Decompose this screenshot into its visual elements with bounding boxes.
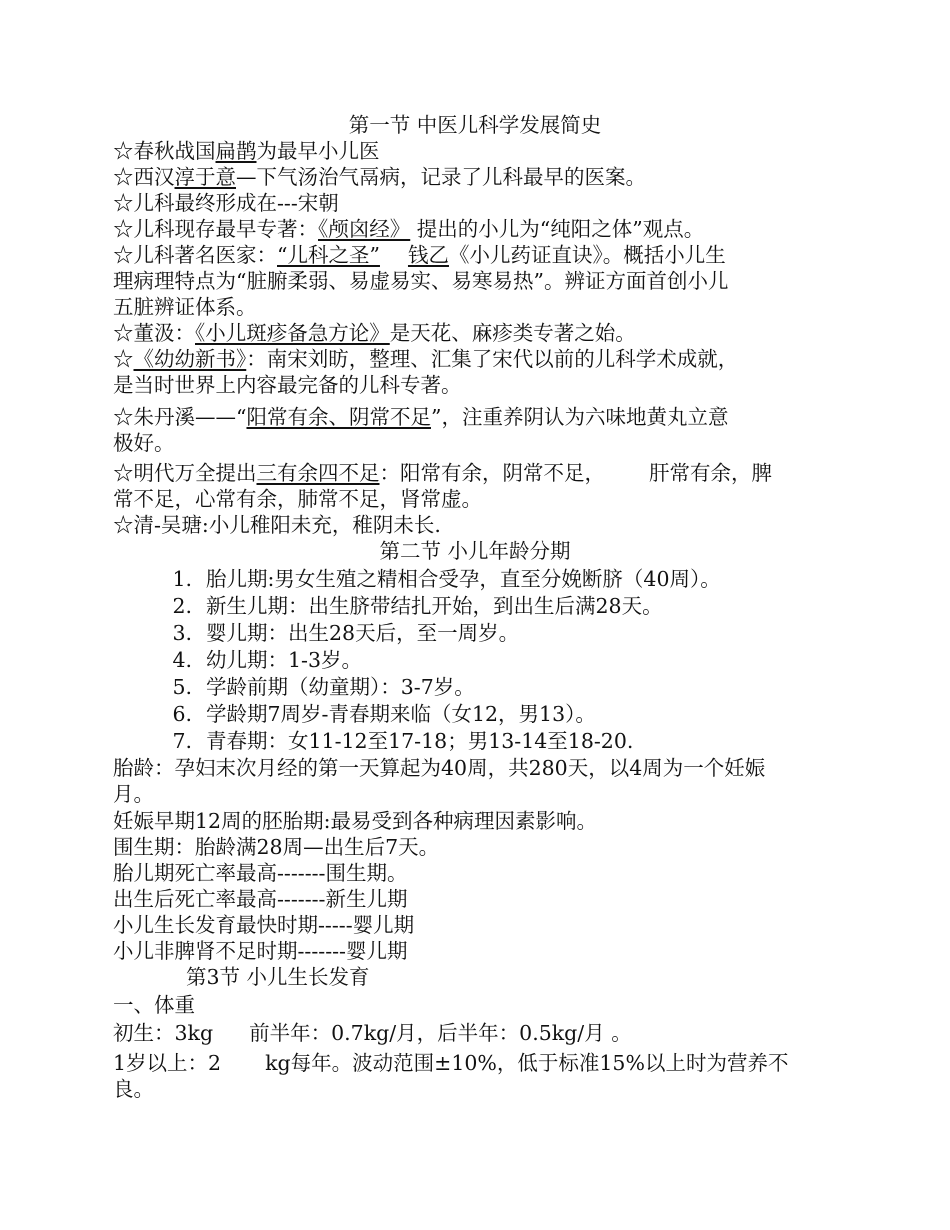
weight-heading: 一、体重 bbox=[113, 993, 195, 1017]
age-period-item: 2. 新生儿期：出生脐带结扎开始，到出生后满28天。 bbox=[172, 594, 663, 618]
history-line-qianyi-cont: 理病理特点为“脏腑柔弱、易虚易实、易寒易热”。辨证方面首创小儿 bbox=[113, 269, 729, 293]
weight-line-after-one: 1岁以上：2 kg每年。波动范围±10%，低于标准15%以上时为营养不 bbox=[113, 1051, 789, 1075]
underlined-term: 《小儿斑疹备急方论》 bbox=[195, 321, 390, 345]
age-period-item: 6. 学龄期7周岁-青春期来临（女12，男13）。 bbox=[172, 702, 596, 726]
history-line-chunyuyi: ☆西汉淳于意—下气汤治气鬲病，记录了儿科最早的医案。 bbox=[113, 165, 646, 189]
history-line-dongji: ☆董汲：《小儿斑疹备急方论》是天花、麻疹类专著之始。 bbox=[113, 321, 636, 345]
history-line-youyouxinshu: ☆《幼幼新书》：南宋刘昉，整理、汇集了宋代以前的儿科学术成就， bbox=[113, 347, 739, 371]
history-line-luxinjing: ☆儿科现存最早专著：《颅囟经》 提出的小儿为“纯阳之体”观点。 bbox=[113, 217, 705, 241]
age-period-item: 5. 学龄前期（幼童期）：3-7岁。 bbox=[172, 675, 475, 699]
underlined-term: 淳于意 bbox=[174, 165, 236, 189]
gestation-line: 胎龄：孕妇末次月经的第一天算起为40周，共280天，以4周为一个妊娠 bbox=[113, 756, 766, 780]
fact-line: 小儿非脾肾不足时期-------婴儿期 bbox=[113, 939, 408, 963]
section1-title: 第一节 中医儿科学发展简史 bbox=[348, 113, 602, 137]
underlined-term: 《幼幼新书》 bbox=[133, 347, 247, 371]
underlined-term: “儿科之圣” bbox=[277, 243, 380, 267]
age-period-item: 4. 幼儿期：1-3岁。 bbox=[172, 648, 363, 672]
underlined-term: 三有余四不足 bbox=[256, 461, 380, 485]
age-period-item: 3. 婴儿期：出生28天后，至一周岁。 bbox=[172, 621, 520, 645]
weight-line-cont: 良。 bbox=[113, 1077, 154, 1101]
underlined-term: 钱乙 bbox=[407, 243, 449, 267]
underlined-term: 阳常有余、阴常不足 bbox=[246, 405, 431, 429]
embryo-period-line: 妊娠早期12周的胚胎期:最易受到各种病理因素影响。 bbox=[113, 809, 597, 833]
age-period-item: 7. 青春期：女11-12至17-18；男13-14至18-20. bbox=[172, 729, 634, 753]
history-line-wutang: ☆清-吴瑭:小儿稚阳未充，稚阴未长. bbox=[113, 513, 441, 537]
fact-line: 出生后死亡率最高-------新生儿期 bbox=[113, 887, 408, 911]
history-line-wanquan: ☆明代万全提出三有余四不足：阳常有余，阴常不足， 肝常有余，脾 bbox=[113, 461, 772, 485]
history-line-bianque: ☆春秋战国扁鹊为最早小儿医 bbox=[113, 139, 380, 163]
history-line-zhudanxi: ☆朱丹溪——“阳常有余、阴常不足”，注重养阴认为六味地黄丸立意 bbox=[113, 405, 729, 429]
history-line-youyouxinshu-cont: 是当时世界上内容最完备的儿科专著。 bbox=[113, 373, 462, 397]
history-line-zhudanxi-cont: 极好。 bbox=[113, 431, 175, 455]
history-line-qianyi: ☆儿科著名医家：“儿科之圣” 钱乙《小儿药证直诀》。概括小儿生 bbox=[113, 243, 726, 267]
perinatal-line: 围生期：胎龄满28周—出生后7天。 bbox=[113, 835, 440, 859]
underlined-term: 《颅囟经》 bbox=[318, 217, 411, 241]
section2-title: 第二节 小儿年龄分期 bbox=[379, 539, 571, 563]
history-line-qianyi-cont2: 五脏辨证体系。 bbox=[113, 295, 257, 319]
history-line-wanquan-cont: 常不足，心常有余，肺常不足，肾常虚。 bbox=[113, 487, 482, 511]
underlined-term: 扁鹊 bbox=[215, 139, 257, 163]
section3-title: 第3节 小儿生长发育 bbox=[186, 965, 370, 989]
history-line-song: ☆儿科最终形成在---宋朝 bbox=[113, 191, 339, 215]
fact-line: 小儿生长发育最快时期-----婴儿期 bbox=[113, 913, 415, 937]
age-period-item: 1. 胎儿期:男女生殖之精相合受孕，直至分娩断脐（40周）。 bbox=[172, 567, 721, 591]
weight-line-newborn: 初生：3kg 前半年：0.7kg/月，后半年：0.5kg/月 。 bbox=[113, 1021, 632, 1045]
fact-line: 胎儿期死亡率最高-------围生期。 bbox=[113, 861, 408, 885]
gestation-line-cont: 月。 bbox=[113, 782, 154, 806]
